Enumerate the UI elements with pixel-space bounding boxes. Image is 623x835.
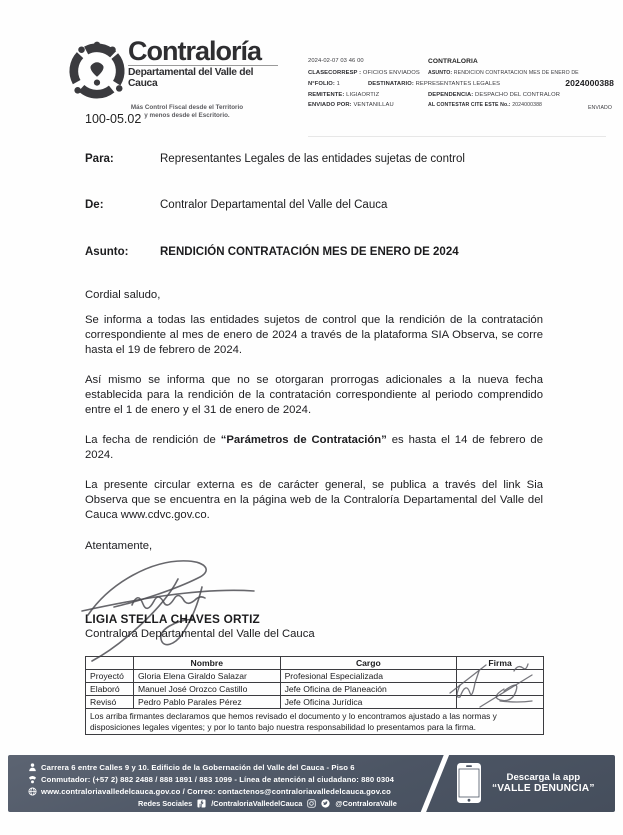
brand-name: Contraloría <box>128 36 262 66</box>
document-code: 100-05.02 <box>85 112 142 126</box>
footer-web: www.contraloriavalledelcauca.gov.co / Correo: contactenos@contraloriavalledelcauca.gov.co <box>41 786 391 796</box>
stamp-enviado-por-value: VENTANILLAU <box>353 102 394 108</box>
app-promo-line1: Descarga la app <box>506 772 581 783</box>
cell-nombre: Manuel José Orozco Castillo <box>133 683 280 696</box>
paragraph-1: Se informa a todas las entidades sujetos de control que la rendición de la contratación correspondiente al mes de enero de 2024 a través de la plataforma SIA Observa, se corre hasta el 19 de febrero de 2024. <box>85 314 543 356</box>
footer-web-line <box>28 785 394 797</box>
footer-banner <box>8 755 615 812</box>
cell-rol: Proyectó <box>86 670 134 683</box>
stamp-cite-value: 2024000388 <box>512 102 543 108</box>
facebook-icon <box>197 799 206 808</box>
field-asunto <box>85 246 545 258</box>
scan-artifact-line <box>308 136 606 137</box>
stamp-destinatario-value: REPRESENTANTES LEGALES <box>415 81 501 87</box>
field-de <box>85 199 545 211</box>
stamp-clasecorresp <box>308 70 420 76</box>
stamp-destinatario-label: DESTINATARIO: <box>368 81 414 87</box>
paragraph-3 <box>85 433 543 463</box>
stamp-destinatario <box>368 81 500 87</box>
stamp-folio-label: N°FOLIO: <box>308 81 335 87</box>
header-firma: Firma <box>457 657 544 670</box>
cell-cargo: Jefe Oficina de Planeación <box>280 683 457 696</box>
stamp-enviado-por-label: ENVIADO POR: <box>308 102 352 108</box>
cell-nombre: Gloria Elena Giraldo Salazar <box>133 670 280 683</box>
instagram-icon <box>307 799 316 808</box>
person-pin-icon <box>28 763 37 772</box>
footer-divider-slash <box>418 755 451 812</box>
stamp-dependencia-label: DEPENDENCIA: <box>428 92 474 98</box>
contraloria-emblem-icon <box>68 40 126 102</box>
paragraph-3-bold: “Parámetros de Contratación” <box>220 434 387 446</box>
stamp-cite <box>428 102 542 108</box>
stamp-asunto <box>428 70 579 76</box>
stamp-enviado-por <box>308 102 394 108</box>
paragraph-3-suffix: es hasta el 14 de febrero de 2024. <box>85 434 543 461</box>
stamp-clasecorresp-label: CLASECORRESP : <box>308 70 362 76</box>
paragraph-2: Así mismo se informa que no se otorgaran prorrogas adicionales a la nueva fecha establecida para la rendición de la contratación correspondiente al periodo comprendido entre el 1 de enero y el 31 de enero de 2024. <box>85 374 543 416</box>
asunto-value: RENDICIÓN CONTRATACIÓN MES DE ENERO DE 2024 <box>160 246 459 258</box>
stamp-datetime: 2024-02-07 03 46 00 <box>308 58 364 64</box>
stamp-folio-value: 1 <box>336 81 340 87</box>
cell-rol: Elaboró <box>86 683 134 696</box>
paragraph-3-prefix: La fecha de rendición de <box>85 434 221 446</box>
table-disclaimer: Los arriba firmantes declaramos que hemos revisado el documento y lo encontramos ajustado a las normas y disposiciones legales vigentes; y por lo tanto bajo nuestra responsabilidad lo presentamos para la firma. <box>86 709 544 735</box>
de-label: De: <box>85 199 104 211</box>
phone-icon <box>28 775 37 784</box>
header-nombre: Nombre <box>133 657 280 670</box>
stamp-dependencia <box>428 92 560 98</box>
footer-address-line <box>28 761 394 773</box>
cell-nombre: Pedro Pablo Parales Pérez <box>133 696 280 709</box>
contraloria-logo <box>68 38 278 119</box>
header-rol <box>86 657 134 670</box>
cell-rol: Revisó <box>86 696 134 709</box>
smartphone-icon <box>456 762 482 804</box>
stamp-asunto-value: RENDICION CONTRATACION MES DE ENERO DE <box>453 70 579 76</box>
footer-social-label: Redes Sociales <box>138 799 193 808</box>
asunto-label: Asunto: <box>85 246 129 258</box>
globe-icon <box>28 787 37 796</box>
para-value: Representantes Legales de las entidades sujetas de control <box>160 153 465 165</box>
tagline-line2: y menos desde el Escritorio. <box>144 111 230 119</box>
cell-cargo: Profesional Especializada <box>280 670 457 683</box>
closing: Atentamente, <box>85 540 153 552</box>
stamp-folio <box>308 81 340 87</box>
footer-social-line <box>138 799 397 808</box>
stamp-cite-label: AL CONTESTAR CITE ESTE No.: <box>428 102 511 108</box>
footer-phone-line <box>28 773 394 785</box>
stamp-estado: ENVIADO <box>587 105 612 111</box>
footer-facebook-handle: /ContraloriaValledelCauca <box>211 799 303 808</box>
signer-name: LIGIA STELLA CHAVES ORTIZ <box>85 612 260 626</box>
brand-subtitle: Departamental del Valle del Cauca <box>128 65 278 89</box>
footer-twitter-handle: @ContraloraValle <box>335 799 397 808</box>
app-promo-line2: “VALLE DENUNCIA” <box>492 783 595 794</box>
footer-address: Carrera 6 entre Calles 9 y 10. Edificio de la Gobernación del Valle del Cauca - Piso 6 <box>41 762 355 772</box>
footer-phone: Conmutador: (+57 2) 882 2488 / 888 1891 / 883 1099 - Línea de atención al ciudadano: 880 0304 <box>41 774 395 784</box>
twitter-icon <box>321 799 330 808</box>
stamp-remitente-label: REMITENTE: <box>308 92 345 98</box>
app-promo <box>456 762 595 804</box>
field-para <box>85 153 545 165</box>
cell-cargo: Jefe Oficina Jurídica <box>280 696 457 709</box>
stamp-dependencia-value: DESPACHO DEL CONTRALOR <box>475 92 561 98</box>
header-cargo: Cargo <box>280 657 457 670</box>
radicado-stamp <box>306 58 614 114</box>
stamp-clasecorresp-value: OFICIOS ENVIADOS <box>362 70 420 76</box>
paragraph-4: La presente circular externa es de carácter general, se publica a través del link Sia Observa que se encuentra en la página web de la Contraloría Departamental del Valle del Cauca www.cdvc.gov.co. <box>85 479 543 521</box>
firma-scribbles <box>442 655 550 715</box>
greeting: Cordial saludo, <box>85 289 161 301</box>
signer-role: Contralora Departamental del Valle del Cauca <box>85 628 315 640</box>
stamp-asunto-label: ASUNTO: <box>428 70 453 76</box>
de-value: Contralor Departamental del Valle del Cauca <box>160 199 388 211</box>
tagline-line1: Más Control Fiscal desde el Territorio <box>130 104 244 111</box>
stamp-radicado-number: 2024000388 <box>565 78 614 88</box>
stamp-entity: CONTRALORIA <box>428 58 478 65</box>
para-label: Para: <box>85 153 114 165</box>
stamp-remitente-value: LIGIAORTIZ <box>346 92 380 98</box>
stamp-remitente <box>308 92 379 98</box>
